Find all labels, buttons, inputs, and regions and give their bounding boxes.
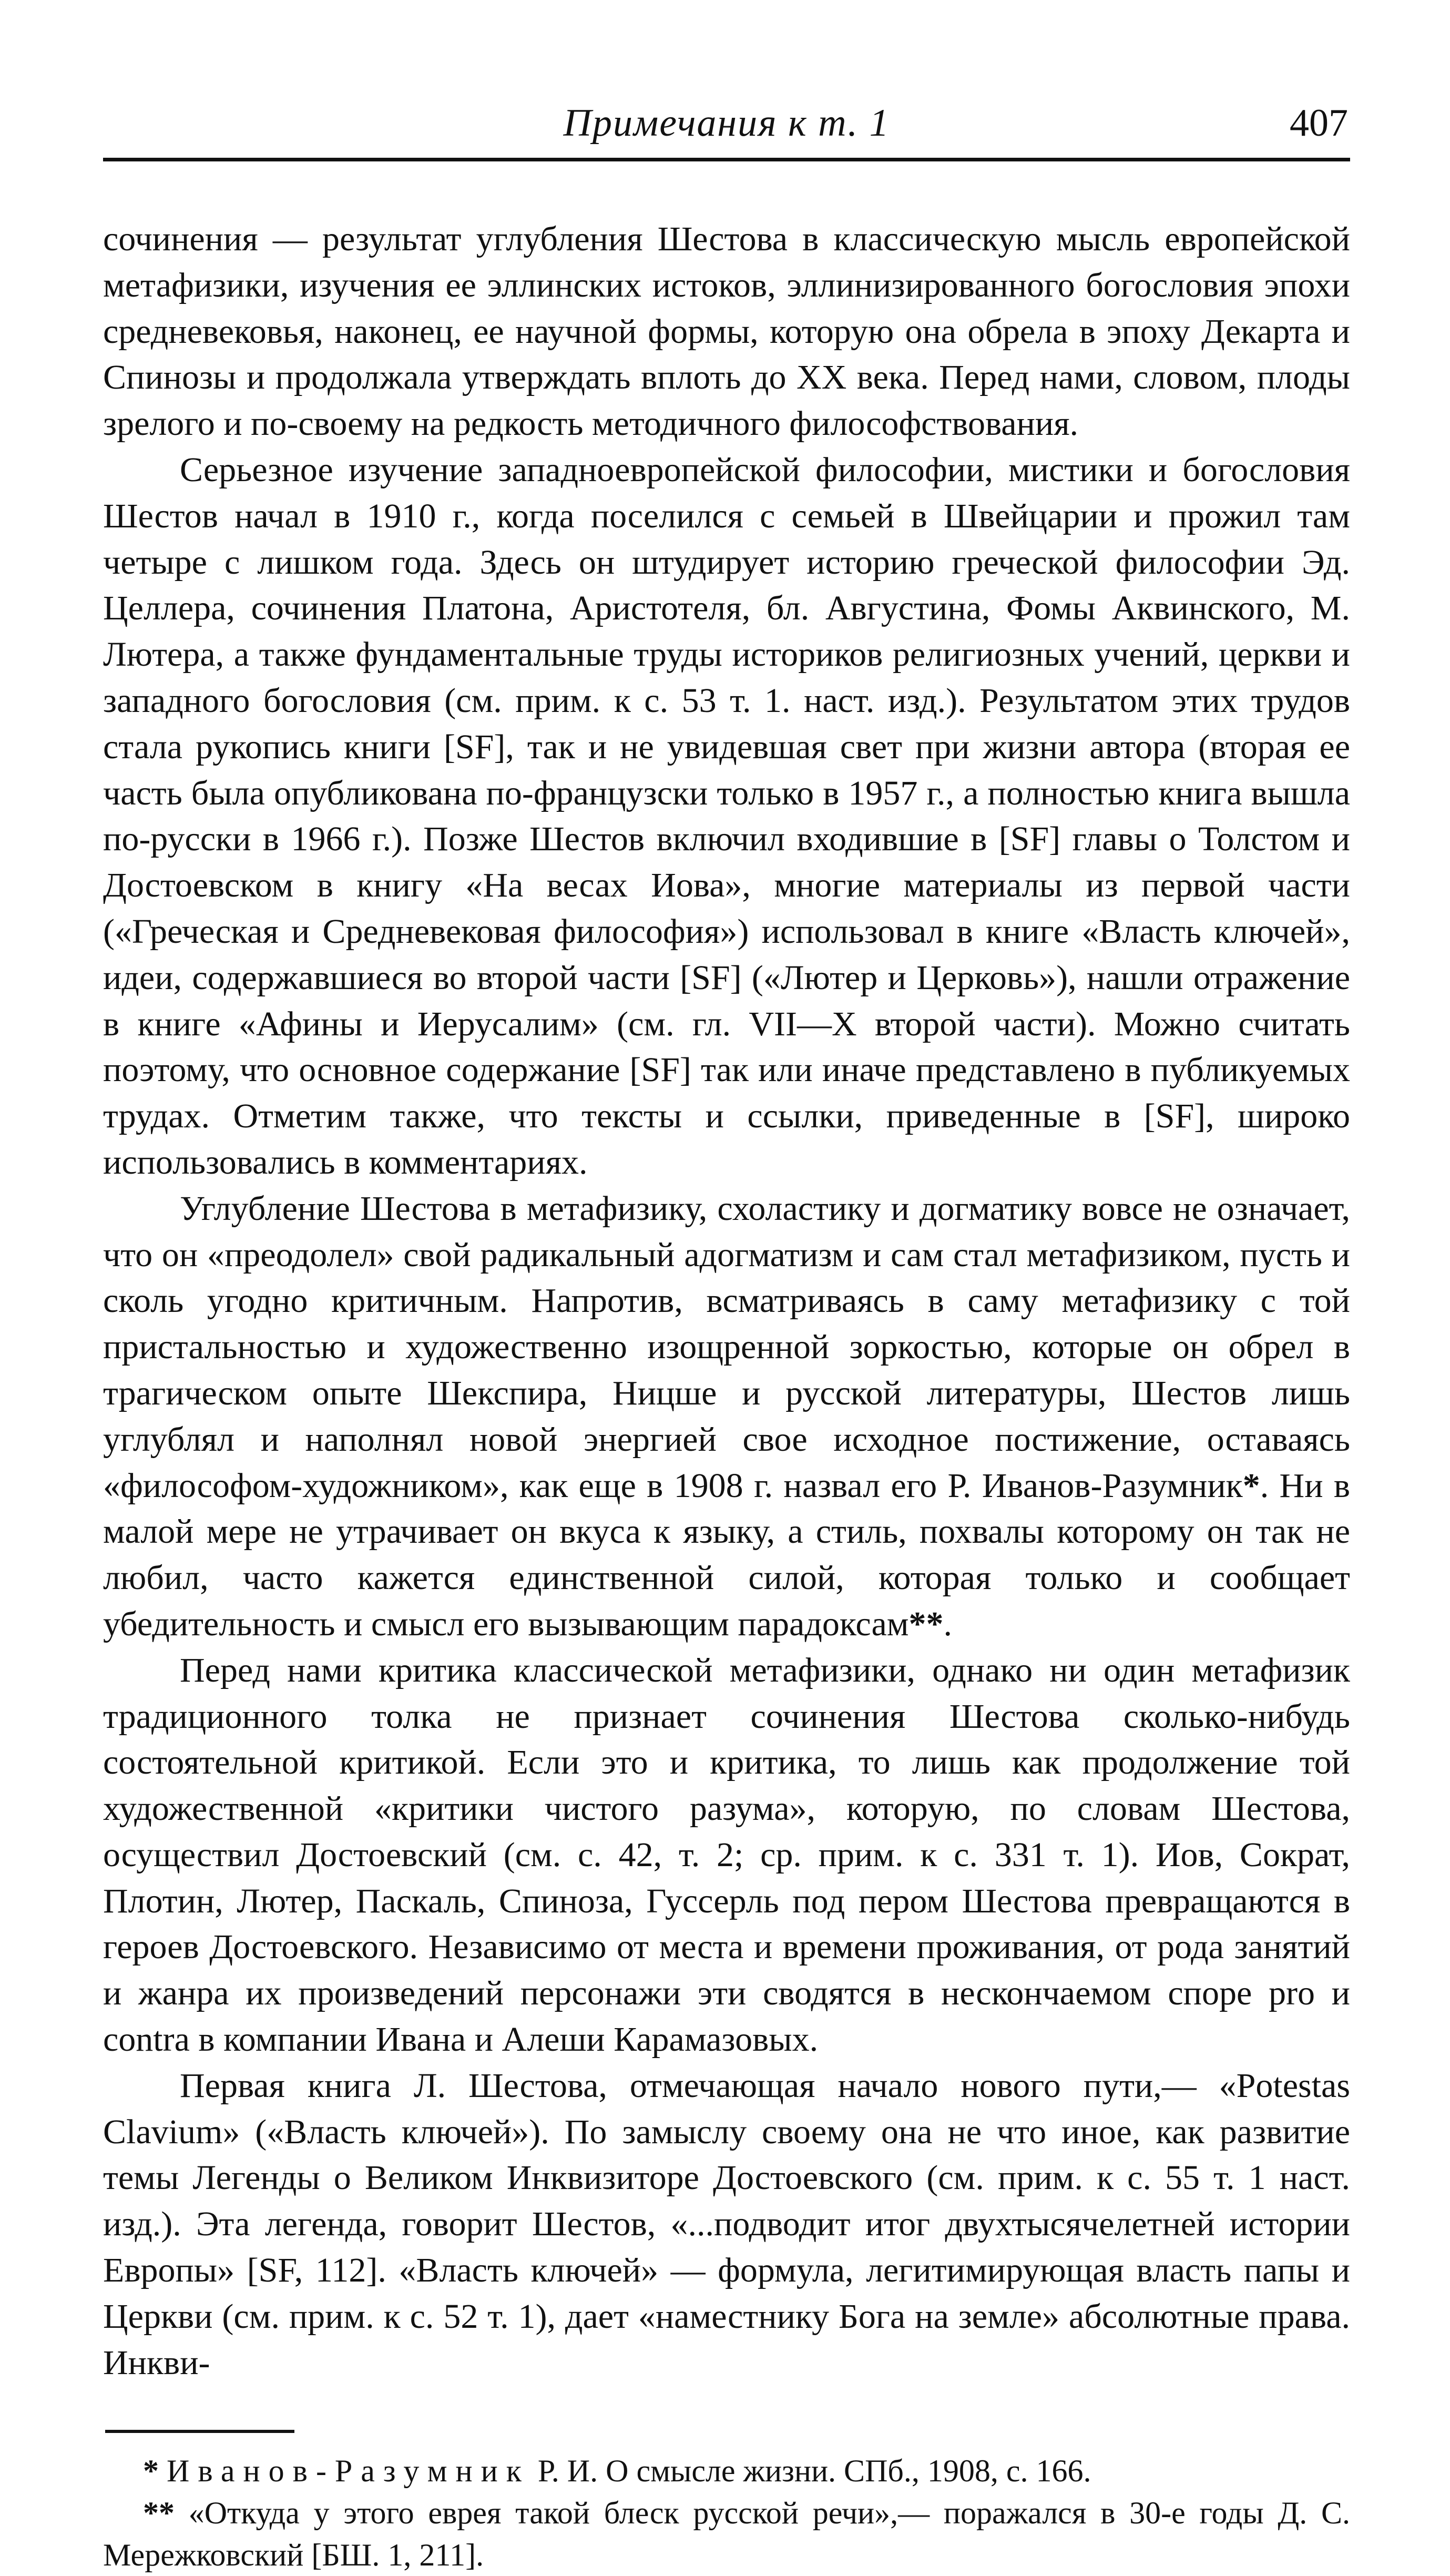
- footnote-1-mark: *: [143, 2453, 159, 2489]
- footnote-ref-1: *: [1242, 1466, 1260, 1505]
- footnote-1-author: Иванов-Разумник: [167, 2453, 530, 2489]
- paragraph-5: Первая книга Л. Шестова, отмечающая начало нового пути,— «Potestas Clavium» («Власть ключей»). По замыслу своему она не что иное, как развитие темы Легенды о Великом Инквизиторе Достоевского (см. прим. к с. 55 т. 1 наст. изд.). Эта легенда, говорит Шестов, «...подводит итог двухтысячелетней истории Европы» [SF, 112]. «Власть ключей» — формула, легитимирующая власть папы и Церкви (см. прим. к с. 52 т. 1), дает «наместнику Бога на земле» абсолютные права. Инкви-: [103, 2066, 1350, 2382]
- running-title: Примечания к т. 1: [563, 101, 890, 145]
- footnotes: [103, 2450, 1350, 2576]
- running-head: [103, 95, 1350, 161]
- paragraph-1: сочинения — результат углубления Шестова в классическую мысль европейской метафизики, изучения ее эллинских истоков, эллинизированного богословия эпохи средневековья, наконец, ее научной формы, которую она обрела в эпоху Декарта и Спинозы и продолжала утверждать вплоть до XX века. Перед нами, словом, плоды зрелого и по-своему на редкость методичного философствования.: [103, 220, 1350, 443]
- footnote-ref-2: **: [908, 1604, 944, 1643]
- paragraph-3-part-c: .: [943, 1604, 953, 1643]
- footnote-2: [103, 2492, 1350, 2576]
- body-text: [103, 216, 1350, 2386]
- footnote-1-text: Р. И. О смысле жизни. СПб., 1908, с. 166.: [529, 2453, 1091, 2489]
- paragraph-3: [103, 1186, 1350, 1647]
- footnote-rule: [105, 2430, 294, 2433]
- paragraph-2: Серьезное изучение западноевропейской философии, мистики и богословия Шестов начал в 1910 г., когда поселился с семьей в Швейцарии и прожил там четыре с лишком года. Здесь он штудирует историю греческой философии Эд. Целлера, сочинения Платона, Аристотеля, бл. Августина, Фомы Аквинского, М. Лютера, а также фундаментальные труды историков религиозных учений, церкви и западного богословия (см. прим. к с. 53 т. 1. наст. изд.). Результатом этих трудов стала рукопись книги [SF], так и не увидевшая свет при жизни автора (вторая ее часть была опубликована по-французски только в 1957 г., а полностью книга вышла по-русски в 1966 г.). Позже Шестов включил входившие в [SF] главы о Толстом и Достоевском в книгу «На весах Иова», многие материалы из первой части («Греческая и Средневековая философия») использовал в книге «Власть ключей», идеи, содержавшиеся во второй части [SF] («Лютер и Церковь»), нашли отражение в книге «Афины и Иерусалим» (см. гл. VII—X второй части). Можно считать поэтому, что основное содержание [SF] так или иначе представлено в публикуемых трудах. Отметим также, что тексты и ссылки, приведенные в [SF], широко использовались в комментариях.: [103, 450, 1350, 1182]
- footnote-2-text: «Откуда у этого еврея такой блеск русской речи»,— поражался в 30-е годы Д. С. Мережковский [БШ. 1, 211].: [103, 2496, 1350, 2573]
- footnote-1: [103, 2450, 1350, 2492]
- paragraph-4: Перед нами критика классической метафизики, однако ни один метафизик традиционного толка не признает сочинения Шестова сколько-нибудь состоятельной критикой. Если это и критика, то лишь как продолжение той художественной «критики чистого разума», которую, по словам Шестова, осуществил Достоевский (см. с. 42, т. 2; ср. прим. к с. 331 т. 1). Иов, Сократ, Плотин, Лютер, Паскаль, Спиноза, Гуссерль под пером Шестова превращаются в героев Достоевского. Независимо от места и времени проживания, от рода занятий и жанра их произведений персонажи эти сводятся в нескончаемом споре pro и contra в компании Ивана и Алеши Карамазовых.: [103, 1651, 1350, 2059]
- paragraph-3-part-a: Углубление Шестова в метафизику, схоластику и догматику вовсе не означает, что он «преодолел» свой радикальный адогматизм и сам стал метафизиком, пусть и сколь угодно критичным. Напротив, всматриваясь в саму метафизику с той пристальностью и художественно изощренной зоркостью, которые он обрел в трагическом опыте Шекспира, Ницше и русской литературы, Шестов лишь углублял и наполнял новой энергией свое исходное постижение, оставаясь «философом-художником», как еще в 1908 г. назвал его Р. Иванов-Разумник: [103, 1189, 1350, 1505]
- footnote-2-mark: **: [143, 2496, 175, 2531]
- paragraph-3-part-b: . Ни в малой мере не утрачивает он вкуса к языку, а стиль, похвалы которому он так не любил, часто кажется единственной силой, которая только и сообщает убедительность и смысл его вызывающим парадоксам: [103, 1466, 1350, 1643]
- page-number: 407: [1290, 101, 1348, 145]
- book-page: [103, 95, 1350, 2576]
